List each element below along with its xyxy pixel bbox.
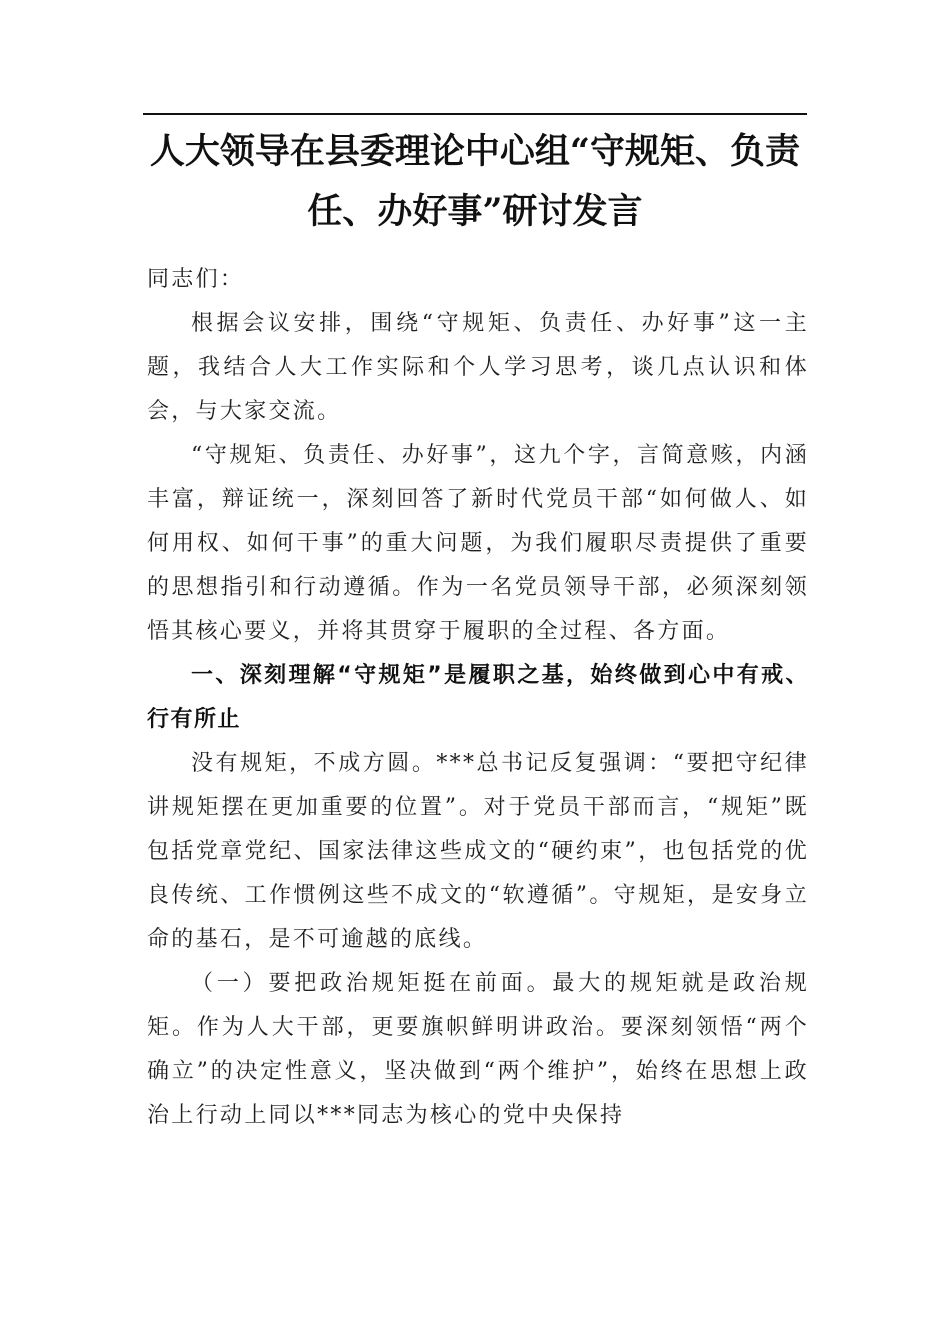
title-top-rule <box>143 113 807 115</box>
subsection-paragraph: （一）要把政治规矩挺在前面。最大的规矩就是政治规矩。作为人大干部，更要旗帜鲜明讲政治。要深刻领悟“两个确立”的决定性意义，坚决做到“两个维护”，始终在思想上政治上行动上同以***同志为核心的党中央保持 <box>147 971 809 1128</box>
section-heading: 一、深刻理解“守规矩”是履职之基，始终做到心中有戒、行有所止 <box>147 663 809 732</box>
salutation: 同志们： <box>147 267 245 292</box>
section-paragraph: 没有规矩，不成方圆。***总书记反复强调：“要把守纪律讲规矩摆在更加重要的位置”。对于党员干部而言，“规矩”既包括党章党纪、国家法律这些成文的“硬约束”，也包括党的优良传统、工作惯例这些不成文的“软遵循”。守规矩，是安身立命的基石，是不可逾越的底线。 <box>147 751 809 952</box>
context-paragraph: “守规矩、负责任、办好事”，这九个字，言简意赅，内涵丰富，辩证统一，深刻回答了新时代党员干部“如何做人、如何用权、如何干事”的重大问题，为我们履职尽责提供了重要的思想指引和行动遵循。作为一名党员领导干部，必须深刻领悟其核心要义，并将其贯穿于履职的全过程、各方面。 <box>147 443 809 644</box>
intro-paragraph: 根据会议安排，围绕“守规矩、负责任、办好事”这一主题，我结合人大工作实际和个人学习思考，谈几点认识和体会，与大家交流。 <box>147 311 809 424</box>
document-title: 人大领导在县委理论中心组“守规矩、负责任、办好事”研讨发言 <box>149 131 801 232</box>
document-body <box>147 258 809 1138</box>
